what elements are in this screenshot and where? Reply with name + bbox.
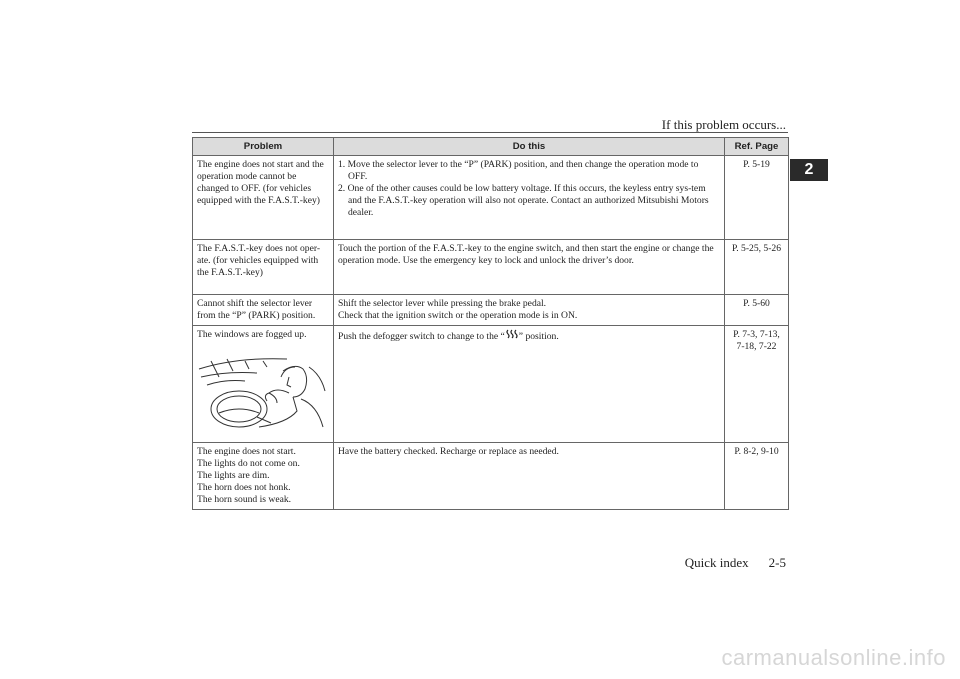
column-header-ref-page: Ref. Page [725,138,789,156]
step-item: 1. Move the selector lever to the “P” (PARK) position, and then change the operation mode to OFF. [338,159,699,182]
problem-line: The engine does not start. [197,446,296,457]
running-head: If this problem occurs... [661,117,786,132]
problem-cell: Cannot shift the selector lever from the “P” (PARK) position. [193,295,334,326]
fogged-window-illustration [197,347,329,429]
table-row [193,443,789,510]
ref-page-cell: P. 5-60 [725,295,789,326]
action-cell [334,326,725,443]
step-item: 2. One of the other causes could be low battery voltage. If this occurs, the keyless entry sys-tem and the F.A.S.T.-key operation will also not operate. Contact an authorized Mitsubishi Motors dealer. [338,183,709,218]
action-line: Shift the selector lever while pressing the brake pedal. [338,298,547,309]
ref-page-cell: P. 5-25, 5-26 [725,240,789,295]
step-list [338,159,720,219]
chapter-tab[interactable]: 2 [790,159,828,181]
action-text-after: ” position. [518,331,559,342]
table-row [193,240,789,295]
problem-line: The horn does not honk. [197,482,291,493]
action-line: Check that the ignition switch or the operation mode is in ON. [338,310,578,321]
header-rule [192,132,788,133]
action-cell: Touch the portion of the F.A.S.T.-key to the engine switch, and then start the engine or change the operation mode. Use the emergency key to lock and unlock the driver’s door. [334,240,725,295]
footer-section: Quick index [684,555,749,570]
footer-page-number: 2-5 [768,555,786,570]
action-text-before: Push the defogger switch to change to the “ [338,331,505,342]
troubleshooting-table [192,137,789,510]
table-row [193,156,789,240]
column-header-problem: Problem [193,138,334,156]
table-row [193,295,789,326]
action-cell [334,295,725,326]
action-cell: Have the battery checked. Recharge or replace as needed. [334,443,725,510]
ref-page-cell: P. 7-3, 7-13, 7-18, 7-22 [725,326,789,443]
problem-cell: The F.A.S.T.-key does not oper-ate. (for vehicles equipped with the F.A.S.T.-key) [193,240,334,295]
ref-page-cell: P. 8-2, 9-10 [725,443,789,510]
problem-line: The lights are dim. [197,470,270,481]
column-header-do-this: Do this [334,138,725,156]
problem-text: The windows are fogged up. [197,329,307,340]
table-header-row [193,138,789,156]
problem-cell [193,326,334,443]
problem-cell: The engine does not start and the operation mode cannot be changed to OFF. (for vehicles equipped with the F.A.S.T.-key) [193,156,334,240]
watermark: carmanualsonline.info [721,645,946,670]
problem-line: The horn sound is weak. [197,494,292,505]
table-row [193,326,789,443]
defroster-icon [505,329,519,343]
problem-line: The lights do not come on. [197,458,300,469]
ref-page-cell: P. 5-19 [725,156,789,240]
page-footer [665,555,786,571]
problem-cell [193,443,334,510]
action-cell [334,156,725,240]
